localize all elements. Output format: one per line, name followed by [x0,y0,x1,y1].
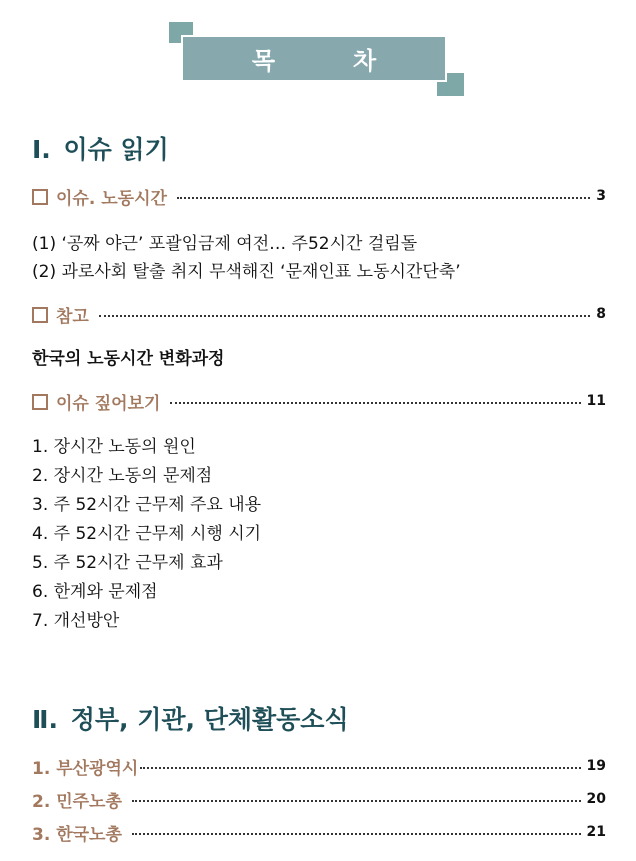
title-char-2: 차 [353,47,377,75]
dot-leader [132,800,581,802]
toc-title-banner [0,0,636,110]
toc-entry-page: 21 [586,824,606,840]
section-2-label: 정부, 기관, 단체활동소식 [70,705,349,734]
toc3-item-5[interactable]: 5. 주 52시간 근무제 효과 [32,553,223,573]
section-1-label: 이슈 읽기 [63,135,169,164]
toc-entry-page: 3 [596,188,606,204]
toc3-item-3[interactable]: 3. 주 52시간 근무제 주요 내용 [32,495,262,515]
toc-entry-text: 이슈 짚어보기 [56,393,161,414]
toc3-item-7[interactable]: 7. 개선방안 [32,611,120,631]
toc3-item-1[interactable]: 1. 장시간 노동의 원인 [32,437,196,457]
section-1-number: Ⅰ. [32,135,51,164]
section-1-heading [32,130,169,166]
toc-entry-text: 참고 [56,306,89,327]
toc-entry-busan[interactable] [32,754,606,778]
toc1-item-2[interactable]: (2) 과로사회 탈출 취지 무색해진 ‘문재인표 노동시간단축’ [32,262,461,282]
toc-entry-label [32,184,167,209]
toc-entry-fktu[interactable] [32,820,606,844]
dot-leader [99,315,590,317]
toc-entry-kctu[interactable] [32,787,606,811]
section-2-heading [32,700,349,736]
toc-entry-page: 19 [586,758,606,774]
toc3-item-4[interactable]: 4. 주 52시간 근무제 시행 시기 [32,524,262,544]
dot-leader [170,402,580,404]
toc1-item-1[interactable]: (1) ‘공짜 야근’ 포괄임금제 여전… 주52시간 걸림돌 [32,234,418,254]
toc-entry-page: 8 [596,306,606,322]
toc3-item-6[interactable]: 6. 한계와 문제점 [32,582,158,602]
toc3-item-2[interactable]: 2. 장시간 노동의 문제점 [32,466,213,486]
checkbox-square-icon [32,394,48,410]
toc-entry-text: 이슈. 노동시간 [56,188,167,209]
toc-entry-label [32,389,160,414]
toc-entry-page: 20 [586,791,606,807]
toc-entry-issue[interactable] [32,184,606,208]
checkbox-square-icon [32,307,48,323]
toc2-item[interactable]: 한국의 노동시간 변화과정 [32,349,225,369]
toc-entry-label: 2. 민주노총 [32,791,122,812]
toc-entry-page: 11 [586,393,606,409]
dot-leader [177,197,590,199]
toc-entry-label: 3. 한국노총 [32,824,122,845]
dot-leader [132,833,581,835]
checkbox-square-icon [32,189,48,205]
toc-entry-issue-review[interactable] [32,389,606,413]
toc-title [181,35,447,82]
title-char-1: 목 [251,47,275,75]
toc-entry-reference[interactable] [32,302,606,326]
dot-leader [140,767,580,769]
section-2-number: Ⅱ. [32,705,58,734]
toc-entry-label [32,302,89,327]
toc-entry-label: 1. 부산광역시 [32,758,139,779]
